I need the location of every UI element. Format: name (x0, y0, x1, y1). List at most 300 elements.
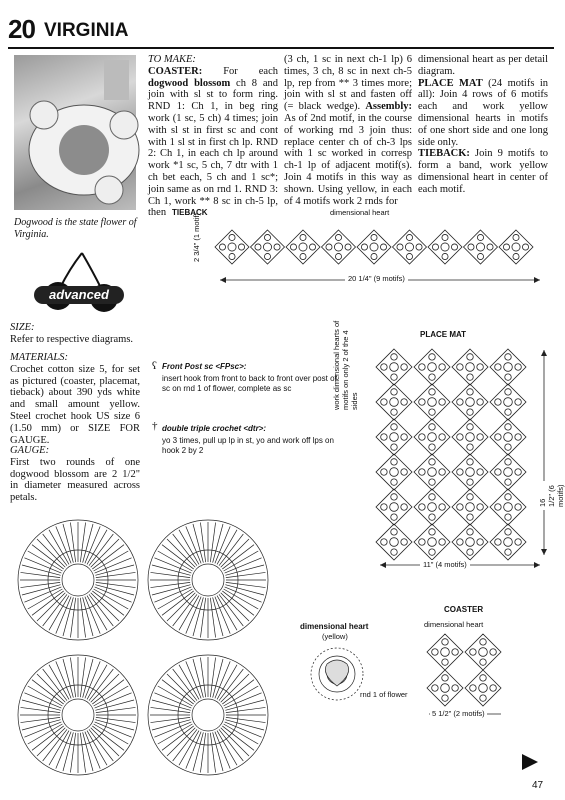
motif-outline (465, 634, 501, 670)
motif-petal (457, 399, 463, 405)
coaster-width: 5 1/2" (2 motifs) (432, 709, 485, 718)
motif-petal (401, 504, 407, 510)
motif-petal (442, 695, 448, 701)
motif-petal (309, 244, 315, 250)
motif-petal (505, 494, 511, 500)
motif-petal (381, 469, 387, 475)
motif-petal (439, 539, 445, 545)
motif-outline (414, 349, 450, 385)
motif-outline (452, 454, 488, 490)
stitch-line (221, 539, 249, 567)
motif-center (441, 243, 449, 251)
stitch-round (62, 699, 94, 731)
motif-center (476, 243, 484, 251)
difficulty-badge: advanced (34, 286, 124, 304)
motif-petal (419, 434, 425, 440)
motif-petal (381, 504, 387, 510)
motif-outline (376, 489, 412, 525)
motif-petal (467, 459, 473, 465)
motif-petal (495, 539, 501, 545)
motif-petal (371, 253, 377, 259)
motif-petal (274, 244, 280, 250)
motif-petal (229, 253, 235, 259)
motif-center (390, 538, 399, 547)
tieback-label: TIEBACK: (418, 148, 470, 160)
motif-petal (229, 234, 235, 240)
stitch-line (70, 657, 75, 697)
motif-petal (452, 649, 458, 655)
dtr-symbol-icon: † (152, 420, 158, 432)
stitch-line (96, 572, 136, 577)
motif-petal (429, 494, 435, 500)
motif-outline (452, 384, 488, 420)
tieback-heart-note: dimensional heart (330, 208, 390, 217)
motif-center (228, 243, 236, 251)
fpsc-title: Front Post sc <FPsc>: (162, 362, 247, 371)
motif-petal (335, 253, 341, 259)
motif-petal (490, 685, 496, 691)
motif-petal (391, 444, 397, 450)
motif-petal (468, 244, 474, 250)
motif-petal (495, 434, 501, 440)
stitch-line (226, 707, 266, 712)
stitch-line (37, 539, 65, 567)
motif-outline (215, 230, 249, 264)
motif-center (441, 648, 450, 657)
dtr-title: double triple crochet <dtr>: (162, 424, 267, 433)
motif-petal (515, 504, 521, 510)
coaster-label: COASTER: (148, 65, 203, 77)
motif-petal (432, 685, 438, 691)
motif-outline (427, 670, 463, 706)
stitch-line (91, 539, 119, 567)
motif-petal (429, 389, 435, 395)
motif-petal (219, 244, 225, 250)
stitch-line (150, 572, 190, 577)
motif-petal (467, 529, 473, 535)
motif-petal (487, 244, 493, 250)
placemat-width: 11" (4 motifs) (420, 560, 470, 569)
stitch-line (70, 522, 75, 562)
motif-outline (251, 230, 285, 264)
motif-petal (432, 244, 438, 250)
motif-petal (361, 244, 367, 250)
motif-petal (480, 639, 486, 645)
motif-petal (391, 479, 397, 485)
heart-detail-text: dimensional heart as per detail diagram. (418, 54, 548, 77)
fpsc-text: insert hook from front to back to front over post of sc on rnd 1 of flower, complete as sc (162, 374, 337, 393)
motif-petal (515, 364, 521, 370)
motif-outline (322, 230, 356, 264)
motif-petal (480, 675, 486, 681)
motif-petal (467, 479, 473, 485)
stitch-line (96, 582, 136, 587)
coaster-text-b: ch 8 and join with sl st to form ring. RND 1: Ch 1, in beg ring work (1 sc, 5 ch) 4 times; join with sl st in first sc and cont with 1 sl st in first ch lp. RND 2: Ch 1, in each ch lp around work *1 sc, 5 ch, 7 dtr with 1 ch bet each, 5 ch and 1 sc*; join same as on rnd 1. RND 3: Ch 1, work ** 8 sc in ch-5 lp, then (148, 77, 278, 219)
motif-outline (376, 349, 412, 385)
motif-petal (439, 434, 445, 440)
motif-petal (419, 504, 425, 510)
coaster-heart-note: dimensional heart (424, 620, 484, 629)
doily-photo-graphic (14, 55, 136, 210)
motif-petal (477, 469, 483, 475)
motif-center (428, 538, 437, 547)
motif-petal (477, 539, 483, 545)
motif-petal (429, 424, 435, 430)
motif-petal (505, 459, 511, 465)
motif-petal (391, 549, 397, 555)
motif-outline (376, 384, 412, 420)
motif-petal (490, 649, 496, 655)
motif-center (504, 363, 513, 372)
motif-outline (499, 230, 533, 264)
motif-petal (238, 244, 244, 250)
motif-outline (414, 524, 450, 560)
size-text: Refer to respective diagrams. (10, 333, 134, 345)
motif-petal (391, 514, 397, 520)
coaster-text-a: For each (202, 65, 278, 77)
instructions-col-1 (148, 54, 278, 219)
blossom-label: dogwood blossom (148, 77, 231, 89)
fpsc-key (150, 356, 340, 396)
motif-center (405, 243, 413, 251)
motif-petal (442, 675, 448, 681)
motif-petal (522, 244, 528, 250)
motif-outline (452, 489, 488, 525)
stitch-line (200, 522, 205, 562)
motif-crochet-chart (8, 510, 288, 795)
stitch-line (37, 593, 65, 621)
motif-petal (391, 424, 397, 430)
motif-petal (439, 364, 445, 370)
stitch-line (80, 657, 85, 697)
stitch-line (91, 728, 119, 756)
stitch-line (80, 733, 85, 773)
motif-outline (490, 419, 526, 455)
motif-center (479, 684, 488, 693)
motif-petal (429, 514, 435, 520)
heart-detail-title: dimensional heart (300, 622, 369, 631)
motif-petal (429, 529, 435, 535)
motif-petal (380, 244, 386, 250)
motif-petal (515, 399, 521, 405)
round3-text: (3 ch, 1 sc in next ch-1 lp) 6 times, 3 ch, 8 sc in next ch-5 lp, rep from ** 3 times more; join with sl st and fasten off (= black wedge). (284, 54, 412, 113)
motif-petal (442, 234, 448, 240)
stitch-line (200, 733, 205, 773)
motif-petal (371, 234, 377, 240)
motif-petal (457, 539, 463, 545)
stitch-line (91, 593, 119, 621)
fpsc-symbol-icon: ʕ (152, 360, 157, 372)
instructions-col-2 (284, 54, 412, 207)
heart-detail-color: (yellow) (322, 632, 348, 641)
motif-petal (477, 399, 483, 405)
motif-outline (452, 419, 488, 455)
motif-center (390, 433, 399, 442)
motif-petal (505, 479, 511, 485)
motif-petal (406, 234, 412, 240)
motif-center (504, 503, 513, 512)
cherries-graphic (30, 248, 130, 318)
motif-center (428, 503, 437, 512)
motif-petal (401, 539, 407, 545)
motif-outline (376, 419, 412, 455)
motif-center (390, 363, 399, 372)
motif-center (334, 243, 342, 251)
instructions-col-3 (418, 54, 548, 196)
motif-petal (442, 253, 448, 259)
motif-center (504, 538, 513, 547)
motif-petal (503, 244, 509, 250)
motif-petal (401, 399, 407, 405)
motif-center (370, 243, 378, 251)
motif-petal (381, 364, 387, 370)
motif-outline (376, 524, 412, 560)
dtr-key (150, 418, 340, 458)
stitch-line (20, 582, 60, 587)
motif-center (512, 243, 520, 251)
motif-petal (467, 409, 473, 415)
stitch-line (20, 717, 60, 722)
motif-center (479, 648, 488, 657)
motif-petal (391, 389, 397, 395)
motif-petal (442, 659, 448, 665)
motif-outline (357, 230, 391, 264)
motif-petal (429, 409, 435, 415)
motif-petal (439, 399, 445, 405)
motif-center (428, 468, 437, 477)
stitch-line (80, 522, 85, 562)
motif-center (428, 433, 437, 442)
motif-petal (467, 549, 473, 555)
gauge-text: First two rounds of one dogwood blossom are 2 1/2" in diameter measured across petals. (10, 456, 140, 504)
motif-outline (464, 230, 498, 264)
motif-petal (397, 244, 403, 250)
motif-petal (429, 374, 435, 380)
motif-petal (495, 504, 501, 510)
motif-petal (505, 409, 511, 415)
motif-petal (505, 374, 511, 380)
stitch-line (210, 522, 215, 562)
motif-center (466, 503, 475, 512)
motif-petal (401, 434, 407, 440)
stitch-line (226, 572, 266, 577)
motif-outline (414, 419, 450, 455)
motif-center (466, 538, 475, 547)
motif-center (504, 468, 513, 477)
placemat-height: 16 1/2" (6 motifs) (538, 482, 565, 511)
motif-outline (286, 230, 320, 264)
motif-petal (401, 364, 407, 370)
motif-petal (457, 504, 463, 510)
motif-petal (429, 444, 435, 450)
motif-petal (480, 695, 486, 701)
stitch-line (226, 582, 266, 587)
motif-petal (477, 434, 483, 440)
motif-petal (345, 244, 351, 250)
motif-petal (505, 549, 511, 555)
motif-outline (490, 384, 526, 420)
motif-outline (465, 670, 501, 706)
tieback-height: 2 3/4" (1 motif) (192, 213, 201, 262)
stitch-line (150, 707, 190, 712)
motif-petal (457, 434, 463, 440)
motif-petal (300, 234, 306, 240)
motif-petal (505, 424, 511, 430)
motif-outline (427, 634, 463, 670)
dtr-text: yo 3 times, pull up lp in st, yo and work off lps on hook 2 by 2 (162, 436, 334, 455)
motif-petal (401, 469, 407, 475)
stitch-line (226, 717, 266, 722)
stitch-line (210, 657, 215, 697)
motif-petal (429, 479, 435, 485)
motif-petal (467, 389, 473, 395)
motif-outline (452, 524, 488, 560)
stitch-line (20, 572, 60, 577)
motif-petal (391, 529, 397, 535)
stitch-line (70, 598, 75, 638)
motif-petal (505, 514, 511, 520)
motif-outline (490, 349, 526, 385)
project-photo (14, 55, 136, 210)
stitch-line (200, 657, 205, 697)
motif-center (504, 433, 513, 442)
motif-center (466, 433, 475, 442)
motif-petal (391, 374, 397, 380)
motif-petal (419, 399, 425, 405)
page-number: 47 (532, 780, 544, 791)
motif-petal (470, 685, 476, 691)
motif-petal (429, 354, 435, 360)
motif-center (299, 243, 307, 251)
pattern-title: VIRGINIA (44, 20, 129, 41)
stitch-line (37, 674, 65, 702)
stitch-line (167, 728, 195, 756)
stitch-line (20, 707, 60, 712)
motif-petal (300, 253, 306, 259)
motif-petal (419, 469, 425, 475)
heart-detail-note: rnd 1 of flower (360, 690, 408, 699)
motif-petal (429, 549, 435, 555)
gauge-section (10, 445, 140, 504)
stitch-round (192, 699, 224, 731)
motif-petal (513, 234, 519, 240)
motif-petal (419, 539, 425, 545)
motif-outline (452, 349, 488, 385)
motif-petal (505, 529, 511, 535)
motif-outline (490, 524, 526, 560)
coaster-title: COASTER (444, 605, 484, 614)
motif-outline (414, 489, 450, 525)
motif-petal (495, 364, 501, 370)
motif-petal (264, 234, 270, 240)
materials-text: Crochet cotton size 5, for set as pictured (coaster, placemat, tieback) about 390 yds white and small amount yellow. Steel crochet hook US size 6 (1.50 mm) or SIZE FOR GAUGE. (10, 363, 140, 446)
motif-petal (419, 364, 425, 370)
placemat-heart-note: work dimensional hearts of motifs on only 2 of the 4 sides (332, 320, 359, 410)
assembly-text: As of 2nd motif, in the course of working rnd 3 join thus: replace center ch of ch-3 lps with 1 sc worked in corresp ch-1 lp of adjacent motif(s). Join 4 motifs in this way as shown. Using yellow, in each of 4 motifs work 2 rnds for (284, 112, 412, 207)
stitch-line (96, 717, 136, 722)
motif-petal (326, 244, 332, 250)
size-section (10, 322, 140, 346)
motif-center (263, 243, 271, 251)
stitch-line (96, 707, 136, 712)
motif-petal (290, 244, 296, 250)
stitch-line (210, 733, 215, 773)
stitch-line (167, 674, 195, 702)
motif-outline (490, 454, 526, 490)
motif-petal (467, 444, 473, 450)
motif-petal (264, 253, 270, 259)
motif-petal (451, 244, 457, 250)
motif-petal (391, 409, 397, 415)
motif-outline (414, 454, 450, 490)
stitch-line (200, 598, 205, 638)
motif-petal (381, 399, 387, 405)
motif-petal (477, 253, 483, 259)
motif-petal (467, 354, 473, 360)
motif-outline (376, 454, 412, 490)
motif-petal (452, 685, 458, 691)
stitch-line (150, 717, 190, 722)
motif-petal (505, 354, 511, 360)
placemat-label: PLACE MAT (418, 77, 483, 89)
motif-petal (477, 234, 483, 240)
motif-petal (505, 389, 511, 395)
motif-center (428, 363, 437, 372)
motif-petal (467, 514, 473, 520)
motif-petal (429, 459, 435, 465)
motif-petal (467, 374, 473, 380)
motif-petal (467, 424, 473, 430)
motif-petal (515, 469, 521, 475)
motif-petal (470, 649, 476, 655)
placemat-text: (24 motifs in all): Join 4 rows of 6 motifs each and work yellow dimensional hearts in motifs of one short side and one long side only. (418, 77, 548, 148)
stitch-line (91, 674, 119, 702)
motif-petal (335, 234, 341, 240)
motif-petal (442, 639, 448, 645)
motif-center (390, 468, 399, 477)
motif-petal (255, 244, 261, 250)
motif-petal (457, 469, 463, 475)
motif-outline (428, 230, 462, 264)
stitch-line (221, 728, 249, 756)
motif-center (390, 398, 399, 407)
motif-petal (477, 364, 483, 370)
motif-petal (457, 364, 463, 370)
motif-petal (515, 539, 521, 545)
size-heading: SIZE: (10, 322, 35, 333)
materials-heading: MATERIALS: (10, 352, 68, 363)
motif-petal (505, 444, 511, 450)
motif-petal (439, 469, 445, 475)
placemat-diagram (372, 345, 552, 575)
tieback-text: Join 9 motifs to form a band, work yellow dimensional heart in center of each motif. (418, 148, 548, 195)
assembly-label: Assembly: (365, 101, 412, 113)
motif-center (466, 468, 475, 477)
motif-petal (439, 504, 445, 510)
motif-petal (406, 253, 412, 259)
motif-petal (467, 494, 473, 500)
motif-petal (381, 539, 387, 545)
stitch-line (221, 674, 249, 702)
next-page-arrow-icon (520, 752, 540, 772)
motif-petal (477, 504, 483, 510)
stitch-line (221, 593, 249, 621)
header-rule (8, 47, 554, 49)
motif-petal (495, 399, 501, 405)
motif-petal (381, 434, 387, 440)
materials-section (10, 352, 140, 446)
stitch-line (167, 593, 195, 621)
